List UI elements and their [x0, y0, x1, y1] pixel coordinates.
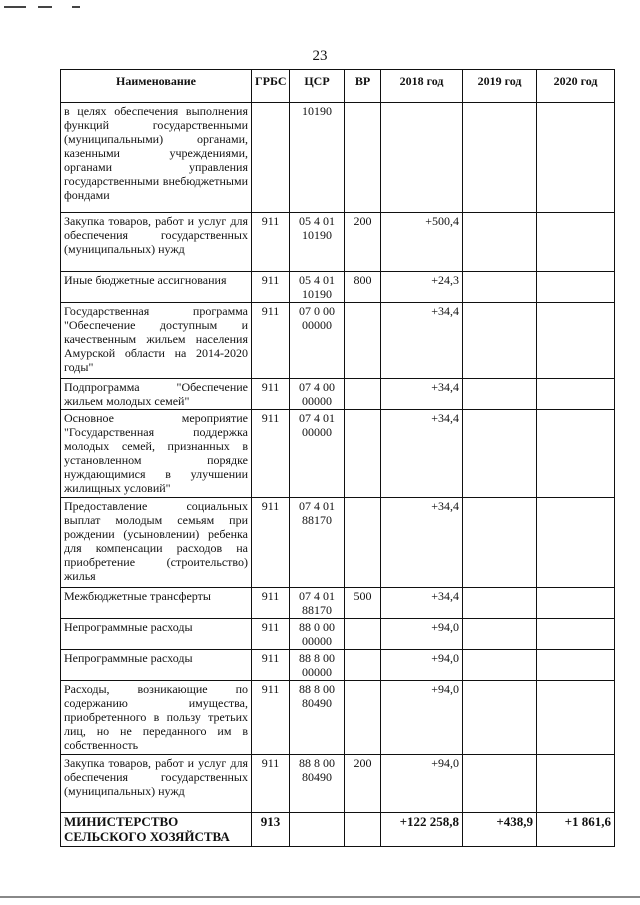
row-csr: 07 4 01 88170	[290, 498, 345, 588]
row-2019	[463, 410, 537, 498]
row-csr: 07 4 01 88170	[290, 588, 345, 619]
table-row	[61, 498, 615, 588]
page-number: 23	[312, 48, 328, 64]
row-csr: 88 8 00 80490	[290, 681, 345, 755]
row-2020	[537, 103, 615, 213]
table-row	[61, 681, 615, 755]
row-vr	[345, 379, 381, 410]
row-name: Закупка товаров, работ и услуг для обеспечения государственных (муниципальных) нужд	[61, 755, 252, 813]
row-name: МИНИСТЕРСТВО СЕЛЬСКОГО ХОЗЯЙСТВА	[61, 813, 252, 847]
row-grbs: 913	[252, 813, 290, 847]
row-vr	[345, 498, 381, 588]
row-grbs: 911	[252, 272, 290, 303]
row-grbs: 911	[252, 410, 290, 498]
table-row	[61, 755, 615, 813]
row-name: Непрограммные расходы	[61, 650, 252, 681]
row-2019	[463, 213, 537, 272]
row-grbs: 911	[252, 755, 290, 813]
row-csr: 88 0 00 00000	[290, 619, 345, 650]
row-2018: +34,4	[381, 303, 463, 379]
header-grbs: ГРБС	[252, 70, 290, 103]
row-2018: +34,4	[381, 379, 463, 410]
row-2018: +94,0	[381, 681, 463, 755]
table-row-ministry	[61, 813, 615, 847]
row-name: Иные бюджетные ассигнования	[61, 272, 252, 303]
row-grbs: 911	[252, 619, 290, 650]
row-2019	[463, 619, 537, 650]
row-2020	[537, 681, 615, 755]
row-2019	[463, 272, 537, 303]
row-2020: +1 861,6	[537, 813, 615, 847]
row-2018: +122 258,8	[381, 813, 463, 847]
header-vr: ВР	[345, 70, 381, 103]
header-2020: 2020 год	[537, 70, 615, 103]
row-2020	[537, 303, 615, 379]
row-vr: 200	[345, 213, 381, 272]
row-2019: +438,9	[463, 813, 537, 847]
row-2018: +34,4	[381, 498, 463, 588]
row-name: в целях обеспечения выполнения функций государственными (муниципальными) органами, казенными учреждениями, органами управления государственными внебюджетными фондами	[61, 103, 252, 213]
row-name: Расходы, возникающие по содержанию имущества, приобретенного в пользу третьих лиц, но не переданного им в собственность	[61, 681, 252, 755]
row-name: Предоставление социальных выплат молодым семьям при рождении (усыновлении) ребенка для компенсации расходов на приобретение (строительство) жилья	[61, 498, 252, 588]
row-2020	[537, 272, 615, 303]
row-2019	[463, 303, 537, 379]
row-csr: 88 8 00 80490	[290, 755, 345, 813]
scan-top-marks	[0, 6, 640, 12]
table-row	[61, 379, 615, 410]
row-csr: 10190	[290, 103, 345, 213]
row-grbs: 911	[252, 588, 290, 619]
header-2019: 2019 год	[463, 70, 537, 103]
row-csr: 07 4 00 00000	[290, 379, 345, 410]
row-name: Межбюджетные трансферты	[61, 588, 252, 619]
table-row	[61, 410, 615, 498]
table-header-row	[61, 70, 615, 103]
row-2020	[537, 213, 615, 272]
row-vr: 800	[345, 272, 381, 303]
row-name: Непрограммные расходы	[61, 619, 252, 650]
row-2019	[463, 498, 537, 588]
row-2020	[537, 379, 615, 410]
budget-table	[60, 69, 615, 847]
header-csr: ЦСР	[290, 70, 345, 103]
row-vr	[345, 103, 381, 213]
row-2018: +94,0	[381, 650, 463, 681]
row-grbs: 911	[252, 650, 290, 681]
row-grbs: 911	[252, 303, 290, 379]
row-vr: 500	[345, 588, 381, 619]
row-2020	[537, 498, 615, 588]
row-2020	[537, 650, 615, 681]
row-csr: 05 4 01 10190	[290, 272, 345, 303]
table-row	[61, 650, 615, 681]
row-2019	[463, 379, 537, 410]
row-2020	[537, 410, 615, 498]
row-grbs: 911	[252, 681, 290, 755]
row-vr	[345, 681, 381, 755]
row-2020	[537, 588, 615, 619]
row-name: Закупка товаров, работ и услуг для обеспечения государственных (муниципальных) нужд	[61, 213, 252, 272]
row-2019	[463, 681, 537, 755]
row-2018: +94,0	[381, 755, 463, 813]
row-name: Подпрограмма "Обеспечение жильем молодых семей"	[61, 379, 252, 410]
scan-bottom-edge	[0, 896, 640, 898]
row-vr: 200	[345, 755, 381, 813]
row-csr: 88 8 00 00000	[290, 650, 345, 681]
row-2018	[381, 103, 463, 213]
table-row	[61, 303, 615, 379]
row-vr	[345, 813, 381, 847]
row-2019	[463, 755, 537, 813]
row-vr	[345, 619, 381, 650]
table-row	[61, 272, 615, 303]
row-2019	[463, 588, 537, 619]
table-row	[61, 103, 615, 213]
row-csr: 07 4 01 00000	[290, 410, 345, 498]
row-2019	[463, 103, 537, 213]
row-vr	[345, 410, 381, 498]
row-2020	[537, 755, 615, 813]
row-vr	[345, 303, 381, 379]
row-2018: +34,4	[381, 588, 463, 619]
row-csr: 07 0 00 00000	[290, 303, 345, 379]
row-2019	[463, 650, 537, 681]
row-2018: +94,0	[381, 619, 463, 650]
row-name: Государственная программа "Обеспечение доступным и качественным жильем населения Амурской области на 2014-2020 годы"	[61, 303, 252, 379]
header-name: Наименование	[61, 70, 252, 103]
row-2018: +500,4	[381, 213, 463, 272]
row-name: Основное мероприятие "Государственная поддержка молодых семей, признанных в установленном порядке нуждающимися в улучшении жилищных условий"	[61, 410, 252, 498]
row-csr: 05 4 01 10190	[290, 213, 345, 272]
row-2018: +24,3	[381, 272, 463, 303]
row-grbs: 911	[252, 379, 290, 410]
row-grbs: 911	[252, 213, 290, 272]
table-row	[61, 213, 615, 272]
header-2018: 2018 год	[381, 70, 463, 103]
row-grbs	[252, 103, 290, 213]
table-row	[61, 588, 615, 619]
row-2020	[537, 619, 615, 650]
table-row	[61, 619, 615, 650]
row-grbs: 911	[252, 498, 290, 588]
row-csr	[290, 813, 345, 847]
row-2018: +34,4	[381, 410, 463, 498]
row-vr	[345, 650, 381, 681]
